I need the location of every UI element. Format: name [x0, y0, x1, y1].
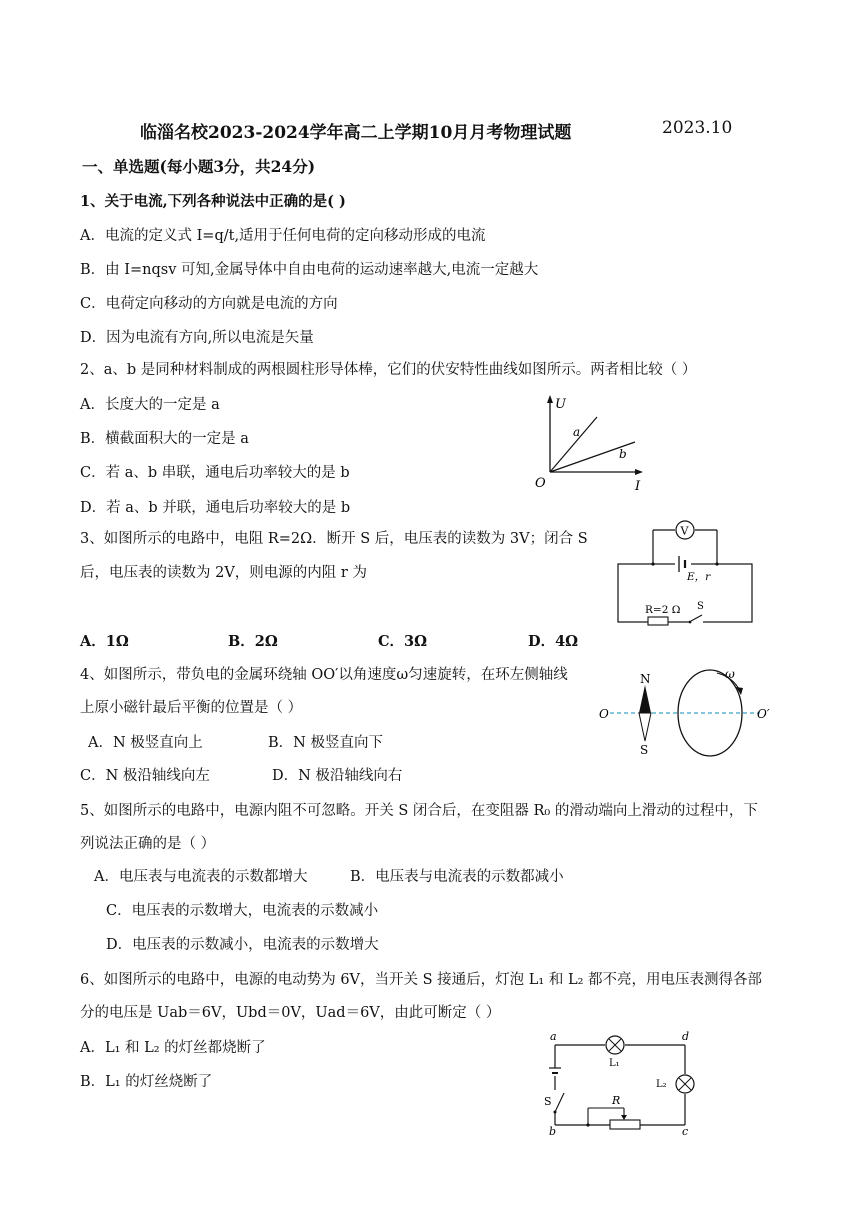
resistor-icon [648, 617, 668, 625]
q1-option-d: D．因为电流有方向,所以电流是矢量 [80, 330, 314, 346]
compass-needle-north [639, 685, 651, 713]
q1-option-a: A．电流的定义式 I=q/t,适用于任何电荷的定向移动形成的电流 [80, 228, 486, 244]
resistor-label: R=2 Ω [645, 604, 681, 616]
q5-stem-line1: 5、如图所示的电路中，电源内阻不可忽略。开关 S 闭合后，在变阻器 R₀ 的滑动端向上滑动的过程中，下 [80, 803, 758, 819]
axis-i-label: I [635, 479, 641, 494]
switch-icon [555, 1093, 564, 1112]
q2-option-d: D．若 a、b 并联，通电后功率较大的是 b [80, 500, 351, 516]
q4-ring-figure [595, 663, 780, 763]
q3-option-b: B．2Ω [228, 633, 278, 650]
lamp-l1-label: L₁ [609, 1058, 620, 1069]
q6-stem-line1: 6、如图所示的电路中，电源的电动势为 6V，当开关 S 接通后，灯泡 L₁ 和 L₂ 都不亮，用电压表测得各部 [80, 972, 762, 988]
q1-stem: 1、关于电流,下列各种说法中正确的是( ) [80, 193, 346, 210]
lamp-l1-icon [606, 1036, 624, 1054]
q3-option-c: C．3Ω [378, 633, 428, 650]
source-label: E，r [687, 571, 711, 583]
q3-option-a: A．1Ω [80, 633, 129, 650]
q6-stem-line2: 分的电压是 Uab＝6V，Ubd＝0V，Uad＝6V，由此可断定（ ） [80, 1005, 501, 1021]
rheostat-label: R [612, 1094, 621, 1107]
rheostat-icon [610, 1120, 640, 1129]
q2-stem: 2、a、b 是同种材料制成的两根圆柱形导体棒，它们的伏安特性曲线如图所示。两者相比较（ ） [80, 362, 697, 378]
q5-option-c: C．电压表的示数增大，电流表的示数减小 [106, 903, 379, 919]
axis-o-prime-label: O′ [757, 707, 770, 721]
south-label: S [640, 743, 649, 757]
node-b-label: b [549, 1125, 557, 1138]
q3-circuit [615, 520, 755, 628]
q3-option-d: D．4Ω [528, 633, 579, 650]
q2-option-b: B．横截面积大的一定是 a [80, 431, 249, 447]
exam-title: 临淄名校2023-2024学年高二上学期10月月考物理试题 [140, 123, 572, 143]
origin-label: O [535, 476, 546, 491]
node-d-label: d [682, 1030, 690, 1043]
q2-option-a: A．长度大的一定是 a [80, 397, 220, 413]
q6-circuit [540, 1030, 710, 1136]
section-heading: 一、单选题(每小题3分，共24分) [82, 157, 316, 176]
switch-label: S [697, 601, 704, 612]
node-a-label: a [550, 1030, 557, 1043]
node-c-label: c [682, 1125, 689, 1138]
q6-option-b: B．L₁ 的灯丝烧断了 [80, 1074, 213, 1090]
q1-option-c: C．电荷定向移动的方向就是电流的方向 [80, 296, 338, 312]
axis-u-label: U [555, 397, 566, 412]
q3-stem-line1: 3、如图所示的电路中，电阻 R=2Ω．断开 S 后，电压表的读数为 3V；闭合 S [80, 531, 588, 547]
line-a-label: a [573, 425, 581, 439]
q4-option-a: A．N 极竖直向上 [88, 735, 203, 751]
q5-option-d: D．电压表的示数减小，电流表的示数增大 [106, 937, 379, 953]
exam-date: 2023.10 [662, 118, 733, 138]
q4-option-c: C．N 极沿轴线向左 [80, 768, 210, 784]
lamp-l2-icon [676, 1075, 694, 1093]
q5-stem-line2: 列说法正确的是（ ） [80, 836, 216, 852]
compass-needle-south [639, 713, 651, 741]
q2-ui-graph [535, 392, 655, 492]
switch-label: S [544, 1095, 552, 1108]
q2-option-c: C．若 a、b 串联，通电后功率较大的是 b [80, 465, 350, 481]
omega-label: ω [725, 667, 735, 681]
line-b-label: b [619, 447, 627, 461]
q4-option-d: D．N 极沿轴线向右 [272, 768, 403, 784]
q6-option-a: A．L₁ 和 L₂ 的灯丝都烧断了 [80, 1040, 266, 1056]
north-label: N [640, 672, 651, 686]
axis-o-label: O [599, 707, 609, 721]
lamp-l2-label: L₂ [656, 1079, 667, 1090]
q1-option-b: B．由 I=nqsv 可知,金属导体中自由电荷的运动速率越大,电流一定越大 [80, 262, 539, 278]
q4-stem-line2: 上原小磁针最后平衡的位置是（ ） [80, 700, 303, 716]
q3-stem-line2: 后，电压表的读数为 2V，则电源的内阻 r 为 [80, 565, 367, 581]
q4-stem-line1: 4、如图所示，带负电的金属环绕轴 OO′以角速度ω匀速旋转，在环左侧轴线 [80, 667, 568, 683]
q5-option-b: B．电压表与电流表的示数都减小 [350, 869, 564, 885]
q5-option-a: A．电压表与电流表的示数都增大 [94, 869, 308, 885]
voltmeter-label: V [680, 524, 689, 538]
q4-option-b: B．N 极竖直向下 [268, 735, 383, 751]
